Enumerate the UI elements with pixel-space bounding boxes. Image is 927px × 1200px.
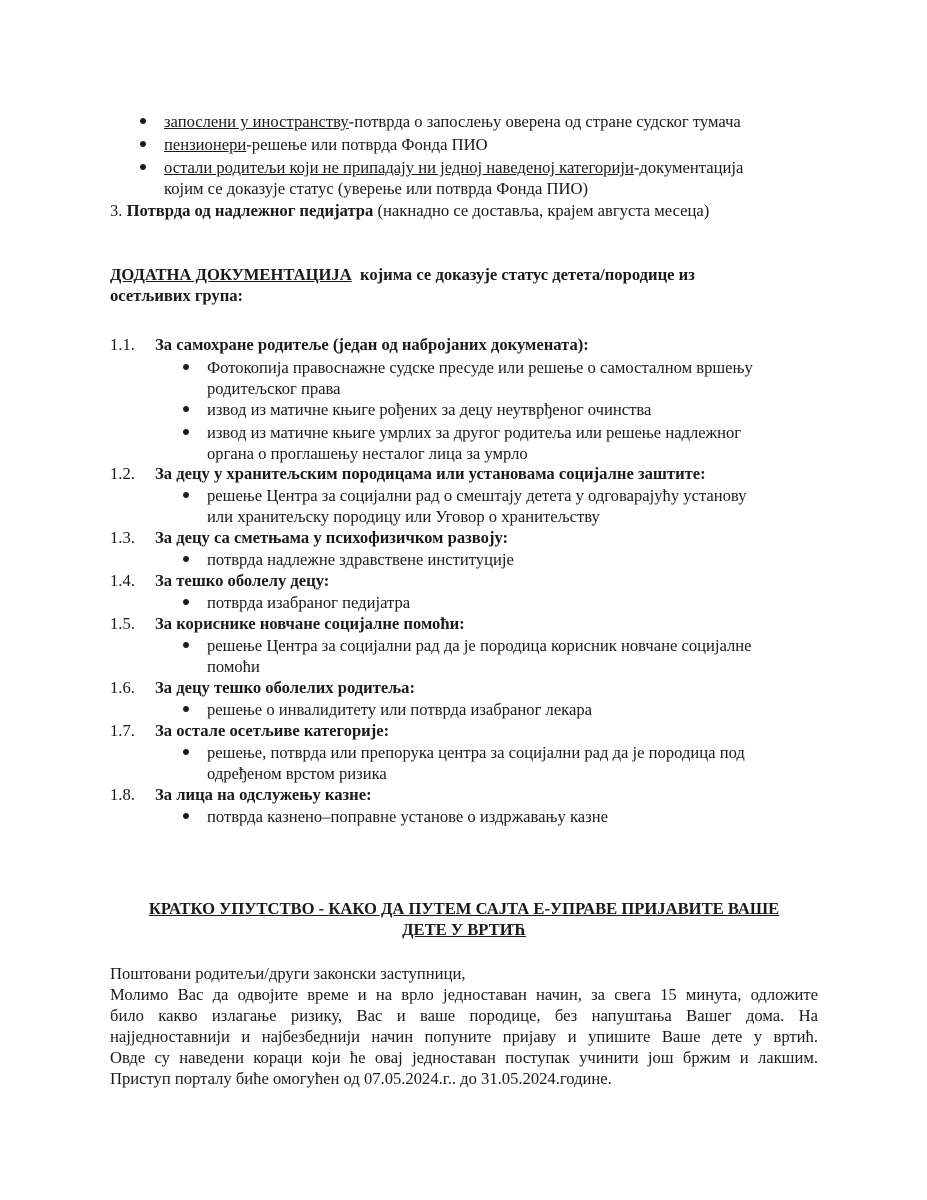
section-bullet: решење, потврда или препорука центра за социјални рад да је породица под bbox=[207, 743, 745, 762]
item-3 bbox=[110, 200, 709, 221]
top-bullet-3 bbox=[164, 157, 743, 178]
item-3-number: 3. bbox=[110, 201, 127, 220]
section-bullet-line2: родитељског права bbox=[207, 379, 341, 398]
paragraph-line: Овде су наведени кораци који ће овај једноставан поступак учинити још бржим и лакшим. bbox=[110, 1048, 818, 1067]
bullet-icon bbox=[140, 118, 146, 124]
section-bullet-line2: или хранитељску породицу или Уговор о хранитељству bbox=[207, 507, 600, 526]
additional-heading-text: којима се доказује статус детета/породице из bbox=[351, 265, 695, 284]
section-number: 1.1. bbox=[110, 335, 135, 354]
top-bullet-2 bbox=[164, 134, 488, 155]
bullet-icon bbox=[183, 556, 189, 562]
bullet-icon bbox=[183, 364, 189, 370]
top-bullet-2-underlined: пензионери bbox=[164, 135, 247, 154]
bullet-icon bbox=[183, 749, 189, 755]
section-bullet: извод из матичне књиге рођених за децу неутврђеног очинства bbox=[207, 400, 652, 419]
section-bullet: Фотокопија правоснажне судске пресуде или решење о самосталном вршењу bbox=[207, 358, 753, 377]
section-bullet-line2: помоћи bbox=[207, 657, 260, 676]
top-bullet-1 bbox=[164, 111, 741, 132]
section-number: 1.7. bbox=[110, 721, 135, 740]
bullet-icon bbox=[183, 642, 189, 648]
section-number: 1.5. bbox=[110, 614, 135, 633]
top-bullet-3-line2: којим се доказује статус (уверење или потврда Фонда ПИО) bbox=[164, 179, 588, 198]
additional-heading-underlined: ДОДАТНА ДОКУМЕНТАЦИЈА bbox=[110, 265, 352, 284]
bullet-icon bbox=[183, 706, 189, 712]
bullet-icon bbox=[183, 492, 189, 498]
top-bullet-1-underlined: запослени у иностранству bbox=[164, 112, 349, 131]
additional-heading bbox=[110, 264, 695, 285]
top-bullet-1-text: -потврда о запослењу оверена од стране судског тумача bbox=[348, 112, 741, 131]
top-bullet-3-text: -документација bbox=[633, 158, 744, 177]
section-number: 1.4. bbox=[110, 571, 135, 590]
section-title: За децу у хранитељским породицама или установама социјалне заштите: bbox=[155, 464, 706, 483]
additional-heading-line2: осетљивих група: bbox=[110, 286, 244, 305]
bullet-icon bbox=[140, 141, 146, 147]
instructions-title-line1: КРАТКО УПУТСТВО - КАКО ДА ПУТЕМ САЈТА Е-УПРАВЕ ПРИЈАВИТЕ ВАШЕ bbox=[148, 899, 780, 918]
section-number: 1.3. bbox=[110, 528, 135, 547]
bullet-icon bbox=[183, 406, 189, 412]
section-number: 1.8. bbox=[110, 785, 135, 804]
paragraph-line: Приступ порталу биће омогућен од 07.05.2024.г.. до 31.05.2024.године. bbox=[110, 1069, 612, 1088]
section-bullet: решење Центра за социјални рад о смештају детета у одговарајућу установу bbox=[207, 486, 747, 505]
section-bullet-line2: одређеном врстом ризика bbox=[207, 764, 387, 783]
paragraph-line: Молимо Вас да одвојите време и на врло једноставан начин, за свега 15 минута, одложите bbox=[110, 985, 818, 1004]
section-bullet: решење о инвалидитету или потврда изабраног лекара bbox=[207, 700, 593, 719]
section-bullet: потврда надлежне здравствене институције bbox=[207, 550, 514, 569]
section-title: За тешко оболелу децу: bbox=[155, 571, 330, 590]
section-title: За лица на одслужењу казне: bbox=[155, 785, 372, 804]
bullet-icon bbox=[140, 164, 146, 170]
item-3-text: (накнадно се доставља, крајем августа месеца) bbox=[373, 201, 710, 220]
section-bullet: потврда казнено–поправне установе о издржавању казне bbox=[207, 807, 608, 826]
section-bullet-line2: органа о проглашењу несталог лица за умрло bbox=[207, 444, 528, 463]
section-bullet: потврда изабраног педијатра bbox=[207, 593, 411, 612]
bullet-icon bbox=[183, 599, 189, 605]
paragraph-line: најједноставнији и најбезбеднији начин попуните пријаву и упишите Ваше дете у вртић. bbox=[110, 1027, 818, 1046]
bullet-icon bbox=[183, 813, 189, 819]
item-3-bold: Потврда од надлежног педијатра bbox=[126, 201, 374, 220]
top-bullet-2-text: -решење или потврда Фонда ПИО bbox=[246, 135, 488, 154]
section-number: 1.6. bbox=[110, 678, 135, 697]
greeting: Поштовани родитељи/други законски заступници, bbox=[110, 964, 466, 983]
section-title: За кориснике новчане социјалне помоћи: bbox=[155, 614, 465, 633]
top-bullet-3-underlined: остали родитељи који не припадају ни једној наведеној категорији bbox=[164, 158, 634, 177]
section-title: За децу са сметњама у психофизичком развоју: bbox=[155, 528, 509, 547]
instructions-title-line2: ДЕТЕ У ВРТИЋ bbox=[402, 920, 526, 939]
section-title: За остале осетљиве категорије: bbox=[155, 721, 390, 740]
paragraph-line: било какво излагање ризику, Вас и ваше породице, без напуштања Вашег дома. На bbox=[110, 1006, 818, 1025]
section-number: 1.2. bbox=[110, 464, 135, 483]
section-title: За самохране родитеље (један од набројаних докумената): bbox=[155, 335, 589, 354]
section-title: За децу тешко оболелих родитеља: bbox=[155, 678, 416, 697]
section-bullet: извод из матичне књиге умрлих за другог родитеља или решење надлежног bbox=[207, 423, 742, 442]
section-bullet: решење Центра за социјални рад да је породица корисник новчане социјалне bbox=[207, 636, 752, 655]
bullet-icon bbox=[183, 429, 189, 435]
